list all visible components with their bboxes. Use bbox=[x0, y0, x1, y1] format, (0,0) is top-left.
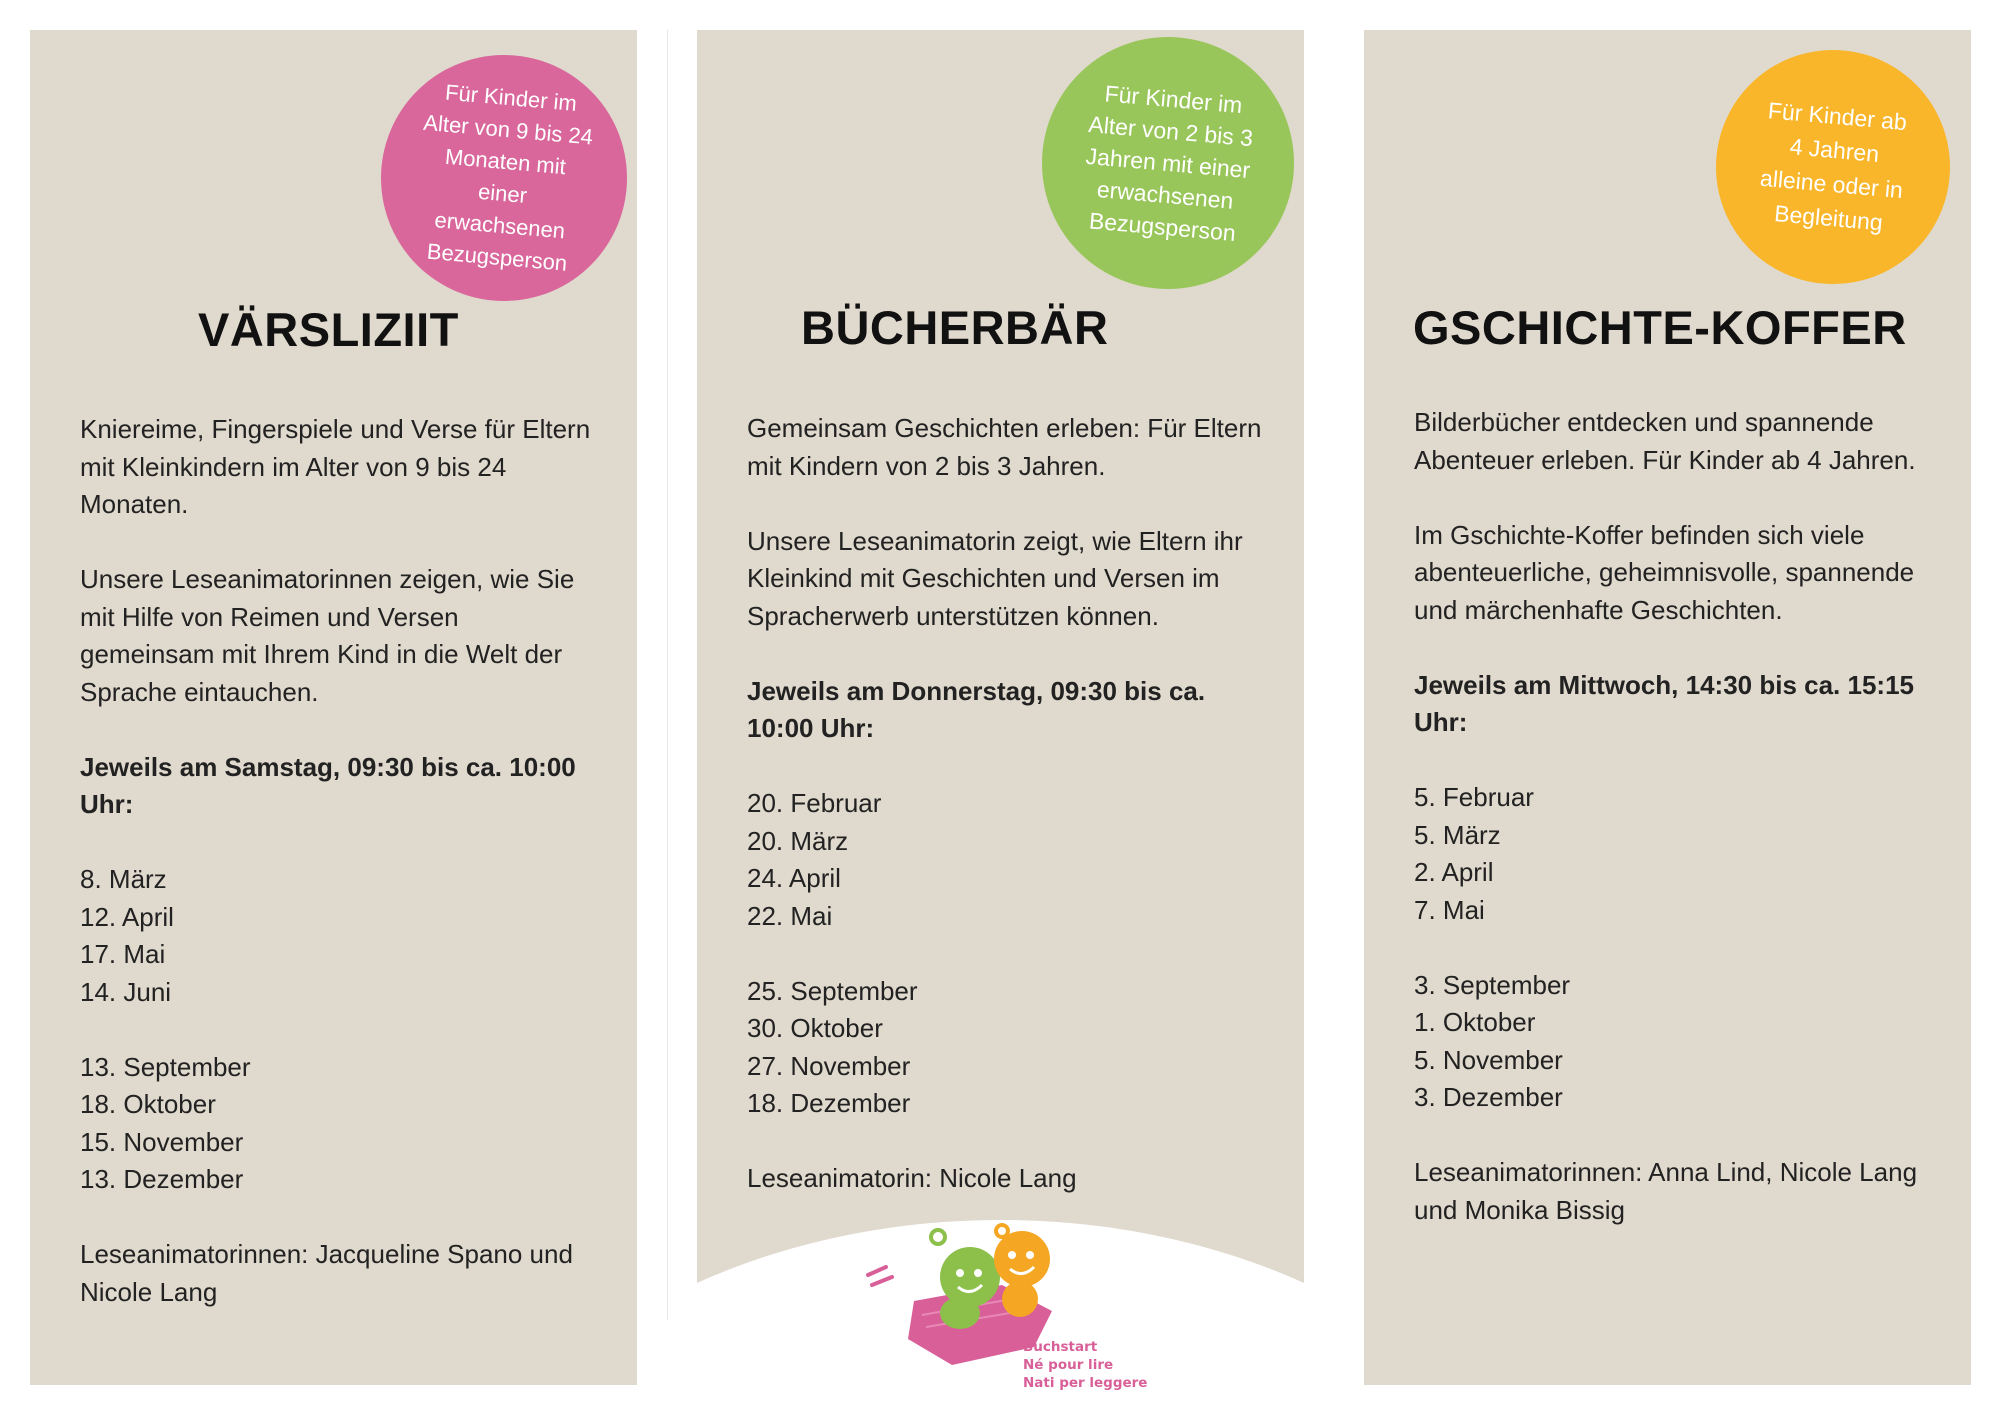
motion-line-icon bbox=[868, 1267, 892, 1285]
age-badge-text: Für Kinder im Alter von 9 bis 24 Monaten mit einer erwachsenen Bezugsperson bbox=[422, 79, 594, 276]
intro-text: Gemeinsam Geschichten erleben: Für Eltern mit Kindern von 2 bis 3 Jahren. bbox=[747, 413, 1262, 481]
program-body bbox=[1414, 404, 1939, 1267]
date-item: 22. Mai bbox=[747, 900, 833, 931]
date-item: 27. November bbox=[747, 1050, 911, 1081]
dates-spring-list bbox=[747, 785, 1272, 935]
date-item: 1. Oktober bbox=[1414, 1007, 1536, 1037]
date-item: 12. April bbox=[80, 901, 174, 932]
program-title: BÜCHERBÄR bbox=[801, 301, 1109, 354]
logo-line: Buchstart bbox=[1023, 1339, 1098, 1355]
logo-text bbox=[1023, 1338, 1147, 1392]
logo-line: Né pour lire bbox=[1023, 1357, 1114, 1373]
date-item: 13. Dezember bbox=[80, 1164, 244, 1194]
age-badge-text: Für Kinder im Alter von 2 bis 3 Jahren mit einer erwachsenen Bezugsperson bbox=[1084, 80, 1255, 247]
date-item: 15. November bbox=[80, 1126, 244, 1157]
date-item: 8. März bbox=[80, 864, 167, 894]
age-badge bbox=[371, 45, 637, 312]
column-versliziit bbox=[30, 30, 637, 1385]
schedule-text: Jeweils am Samstag, 09:30 bis ca. 10:00 Uhr: bbox=[80, 751, 576, 819]
program-title: VÄRSLIZIIT bbox=[198, 303, 459, 356]
date-item: 30. Oktober bbox=[747, 1013, 883, 1043]
date-item: 25. September bbox=[747, 975, 918, 1006]
date-item: 5. März bbox=[1414, 819, 1501, 850]
program-title: GSCHICHTE-KOFFER bbox=[1413, 301, 1907, 354]
date-item: 13. September bbox=[80, 1051, 251, 1082]
date-item: 18. Oktober bbox=[80, 1089, 216, 1119]
description-text: Unsere Leseanimatorin zeigt, wie Eltern ihr Kleinkind mit Geschichten und Versen im Spracherwerb unterstützen können. bbox=[747, 525, 1243, 631]
date-item: 2. April bbox=[1414, 857, 1494, 887]
dates-autumn-list bbox=[80, 1049, 600, 1199]
age-badge bbox=[1031, 30, 1304, 300]
program-body bbox=[80, 411, 600, 1349]
date-item: 18. Dezember bbox=[747, 1088, 911, 1118]
intro-text: Kniereime, Fingerspiele und Verse für Eltern mit Kleinkindern im Alter von 9 bis 24 Monaten. bbox=[80, 414, 591, 519]
date-item: 5. Februar bbox=[1414, 782, 1534, 812]
dates-autumn-list bbox=[1414, 967, 1939, 1117]
date-item: 24. April bbox=[747, 863, 841, 893]
column-gschichte-koffer bbox=[1364, 30, 1971, 1385]
animators-text: Leseanimatorinnen: Anna Lind, Nicole Lang und Monika Bissig bbox=[1414, 1157, 1918, 1225]
date-item: 14. Juni bbox=[80, 976, 172, 1007]
description-text: Unsere Leseanimatorinnen zeigen, wie Sie mit Hilfe von Reimen und Versen gemeinsam mit Ihrem Kind in die Welt der Sprache eintauchen. bbox=[80, 564, 575, 707]
dates-spring-list bbox=[80, 861, 600, 1011]
age-badge bbox=[1706, 40, 1960, 294]
date-item: 5. November bbox=[1414, 1044, 1563, 1075]
date-item: 20. März bbox=[747, 825, 849, 856]
dates-spring-list bbox=[1414, 779, 1939, 929]
date-item: 7. Mai bbox=[1414, 894, 1485, 925]
schedule-text: Jeweils am Donnerstag, 09:30 bis ca. 10:00 Uhr: bbox=[747, 675, 1206, 743]
date-item: 20. Februar bbox=[747, 788, 882, 818]
logo-line: Nati per leggere bbox=[1023, 1375, 1148, 1391]
age-badge-text: Für Kinder ab 4 Jahren alleine oder in Begleitung bbox=[1759, 97, 1908, 236]
intro-text: Bilderbücher entdecken und spannende Abenteuer erleben. Für Kinder ab 4 Jahren. bbox=[1414, 407, 1916, 475]
program-body bbox=[747, 410, 1272, 1235]
date-item: 3. Dezember bbox=[1414, 1082, 1563, 1112]
column-buecherbaer bbox=[697, 30, 1304, 1385]
animators-text: Leseanimatorin: Nicole Lang bbox=[747, 1163, 1077, 1193]
date-item: 17. Mai bbox=[80, 939, 166, 969]
schedule-text: Jeweils am Mittwoch, 14:30 bis ca. 15:15 Uhr: bbox=[1414, 669, 1915, 737]
description-text: Im Gschichte-Koffer befinden sich viele abenteuerliche, geheimnisvolle, spannende und märchenhafte Geschichten. bbox=[1414, 519, 1915, 625]
column-divider bbox=[667, 30, 668, 1320]
animators-text: Leseanimatorinnen: Jacqueline Spano und Nicole Lang bbox=[80, 1239, 573, 1307]
date-item: 3. September bbox=[1414, 969, 1571, 1000]
dates-autumn-list bbox=[747, 973, 1272, 1123]
